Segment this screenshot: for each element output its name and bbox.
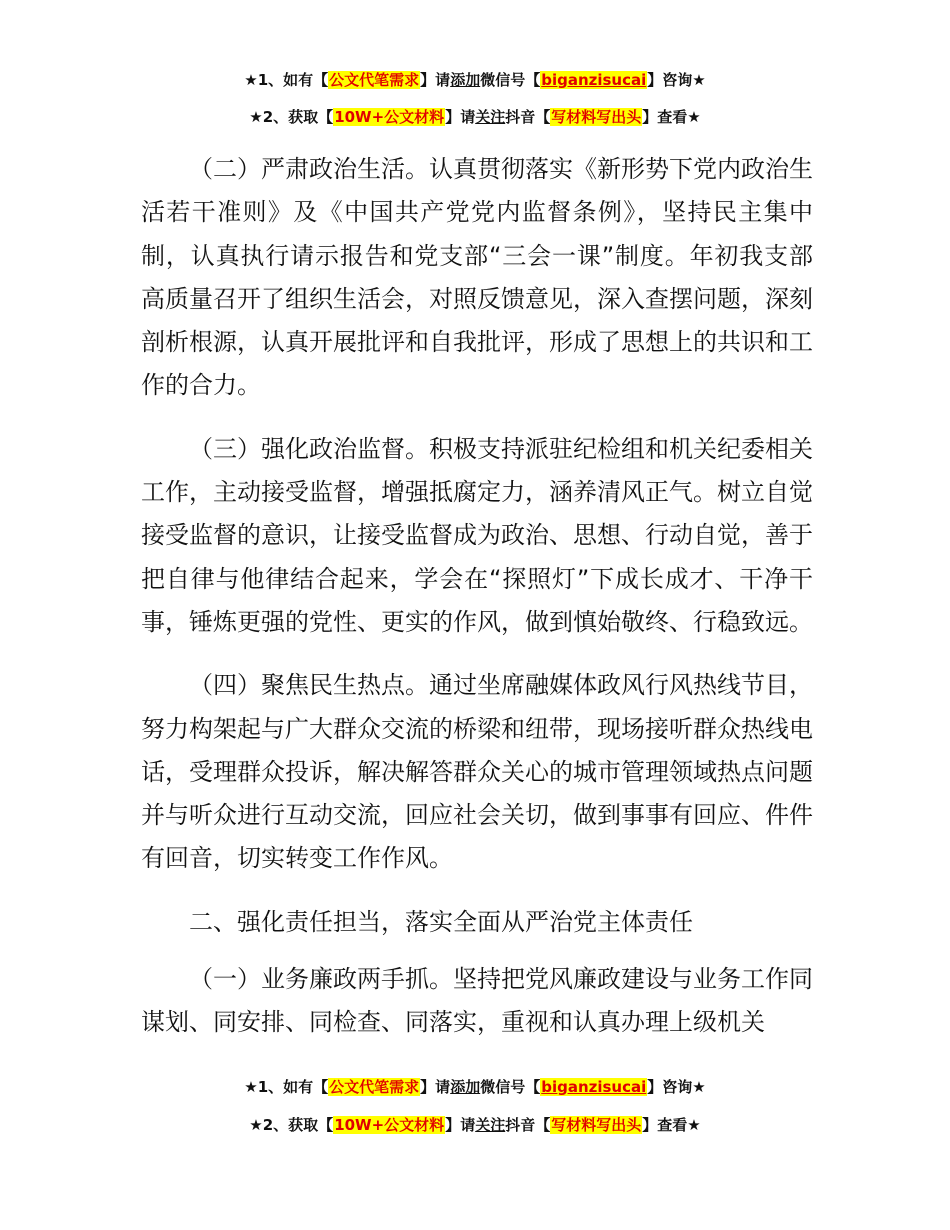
banner-highlight: 10W+公文材料 xyxy=(334,108,445,126)
section-heading: 二、强化责任担当，落实全面从严治党主体责任 xyxy=(189,907,693,936)
paragraph: （一）业务廉政两手抓。坚持把党风廉政建设与业务工作同谋划、同安排、同检查、同落实，重视和认真办理上级机关 xyxy=(141,965,813,1037)
banner-emphasis: 添加 xyxy=(450,71,481,89)
banner-highlight: 写材料写出头 xyxy=(551,108,642,126)
banner-text: 微信号【 xyxy=(480,71,541,89)
document-body xyxy=(141,148,813,1065)
banner-highlight: biganzisucai xyxy=(541,71,647,89)
banner-emphasis: 添加 xyxy=(450,1078,481,1096)
banner-emphasis: 关注 xyxy=(475,1116,506,1134)
banner-text: 】请 xyxy=(420,71,451,89)
header-banner-line-1 xyxy=(0,70,950,90)
banner-text: ★1、如有【 xyxy=(244,71,329,89)
banner-text: 】请 xyxy=(445,108,476,126)
banner-text: 微信号【 xyxy=(480,1078,541,1096)
paragraph: （三）强化政治监督。积极支持派驻纪检组和机关纪委相关工作，主动接受监督，增强抵腐定力，涵养清风正气。树立自觉接受监督的意识，让接受监督成为政治、思想、行动自觉，善于把自律与他律结合起来，学会在“探照灯”下成长成才、干净干事，锤炼更强的党性、更实的作风，做到慎始敬终、行稳致远。 xyxy=(141,434,813,636)
banner-highlight: 公文代笔需求 xyxy=(329,71,420,89)
footer-banner-line-1 xyxy=(0,1077,950,1097)
banner-text: 抖音【 xyxy=(505,1116,551,1134)
paragraph: （二）严肃政治生活。认真贯彻落实《新形势下党内政治生活若干准则》及《中国共产党党内监督条例》，坚持民主集中制，认真执行请示报告和党支部“三会一课”制度。年初我支部高质量召开了组织生活会，对照反馈意见，深入查摆问题，深刻剖析根源，认真开展批评和自我批评，形成了思想上的共识和工作的合力。 xyxy=(141,155,813,400)
banner-text: 】咨询★ xyxy=(647,1078,706,1096)
banner-text: 】咨询★ xyxy=(647,71,706,89)
header-banner-line-2 xyxy=(0,107,950,127)
banner-text: ★2、获取【 xyxy=(249,108,334,126)
banner-emphasis: 关注 xyxy=(475,108,506,126)
banner-highlight: biganzisucai xyxy=(541,1078,647,1096)
banner-text: 】请 xyxy=(445,1116,476,1134)
banner-text: 】查看★ xyxy=(642,108,701,126)
banner-text: 】请 xyxy=(420,1078,451,1096)
banner-highlight: 10W+公文材料 xyxy=(334,1116,445,1134)
banner-text: ★1、如有【 xyxy=(244,1078,329,1096)
paragraph: （四）聚焦民生热点。通过坐席融媒体政风行风热线节目，努力构架起与广大群众交流的桥梁和纽带，现场接听群众热线电话，受理群众投诉，解决解答群众关心的城市管理领域热点问题并与听众进行互动交流，回应社会关切，做到事事有回应、件件有回音，切实转变工作作风。 xyxy=(141,671,813,873)
banner-highlight: 公文代笔需求 xyxy=(329,1078,420,1096)
footer-banner-line-2 xyxy=(0,1115,950,1135)
banner-highlight: 写材料写出头 xyxy=(551,1116,642,1134)
banner-text: 】查看★ xyxy=(642,1116,701,1134)
banner-text: ★2、获取【 xyxy=(249,1116,334,1134)
banner-text: 抖音【 xyxy=(505,108,551,126)
